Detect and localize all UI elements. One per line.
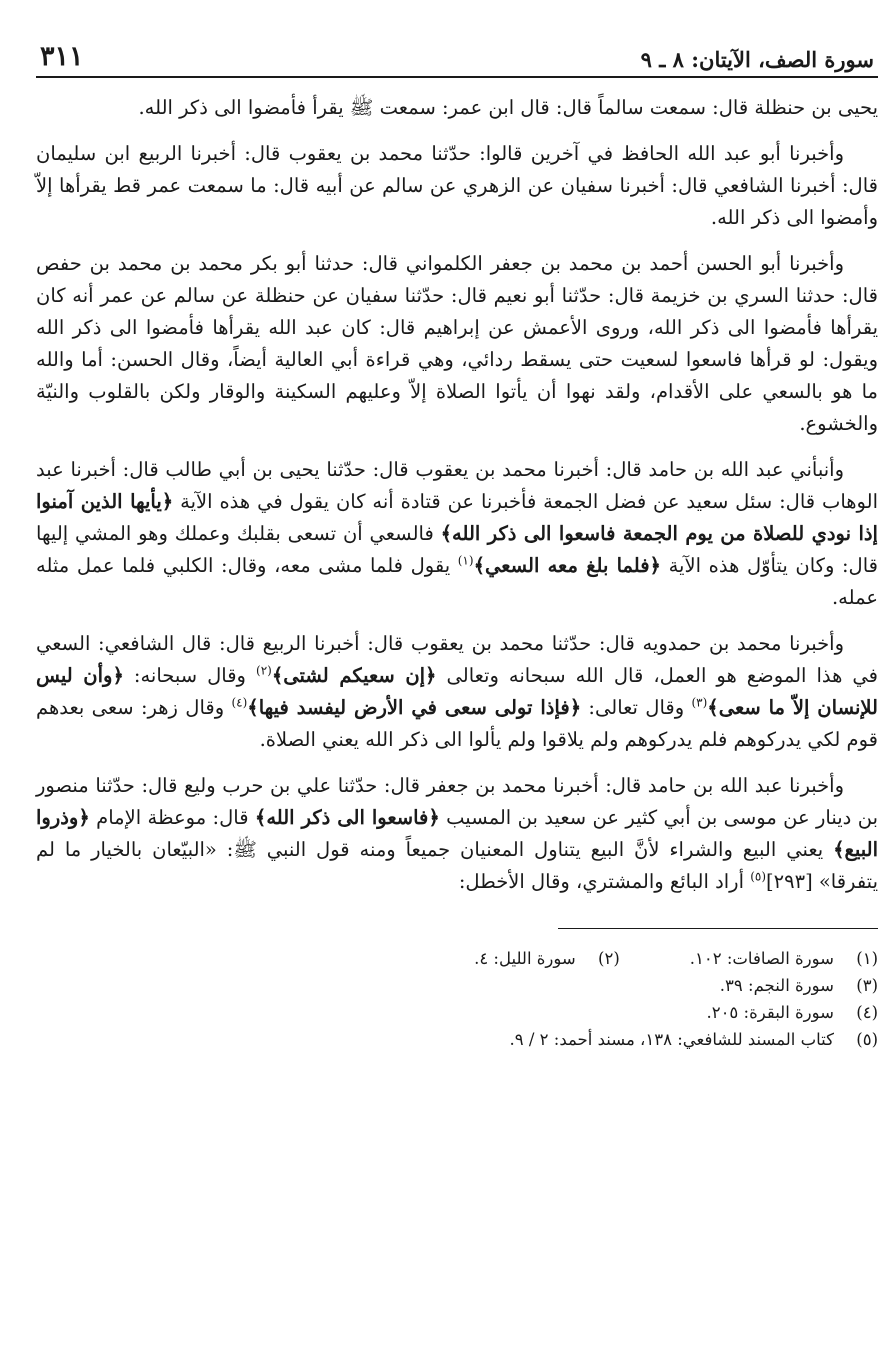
footnote-number: (١) <box>856 949 878 968</box>
footnote-row <box>36 945 878 972</box>
footnote-number: (٥) <box>856 1030 878 1049</box>
footnote-3 <box>36 972 878 999</box>
paragraph-text: فالسعي أن تسعى بقلبك وعملك وهو المشي إليها قال: وكان يتأوّل هذه الآية <box>36 522 878 577</box>
paragraph-text: وأخبرنا محمد بن حمدويه قال: حدّثنا محمد بن يعقوب قال: أخبرنا الربيع قال: قال الشافعي: السعي في هذا الموضع هو العمل، قال الله سبحانه وتعالى <box>36 632 878 687</box>
page-number: ٣١١ <box>40 41 84 72</box>
running-head <box>36 28 878 78</box>
footnote-text: كتاب المسند للشافعي: ١٣٨، مسند أحمد: ٢ / ٩. <box>509 1030 834 1049</box>
footnote-number: (٢) <box>598 949 620 968</box>
footnote-reference: (٤) <box>231 695 248 710</box>
paragraph-6 <box>36 770 878 898</box>
footnote-text: سورة البقرة: ٢٠٥. <box>706 1003 834 1022</box>
quran-verse: ﴿فلما بلغ معه السعي﴾ <box>473 554 661 577</box>
footnote-reference: (١) <box>457 553 474 568</box>
footnote-text: سورة الصافات: ١٠٢. <box>689 949 834 968</box>
paragraph-text: وقال زهر: سعى بعدهم قوم لكي يدركوهم فلم يدركوهم ولم يلاقوا ولم يألوا الى ذكر الله يعني الصلاة. <box>36 696 878 751</box>
running-head-title: سورة الصف، الآيتان: ٨ ـ ٩ <box>640 47 874 72</box>
footnote-reference: (٢) <box>256 663 272 678</box>
paragraph-text: وقال سبحانه: <box>123 664 256 687</box>
paragraph-3 <box>36 248 878 440</box>
paragraph-4 <box>36 454 878 614</box>
footnote-text: سورة النجم: ٣٩. <box>719 976 834 995</box>
quran-verse: ﴿وذروا البيع﴾ <box>36 806 878 861</box>
quran-verse: ﴿فاسعوا الى ذكر الله﴾ <box>254 806 440 829</box>
footnote-4 <box>36 999 878 1026</box>
paragraph-text: يحيى بن حنظلة قال: سمعت سالماً قال: قال ابن عمر: سمعت ﷺ يقرأ فأمضوا الى ذكر الله. <box>138 96 878 119</box>
footnote-divider <box>558 928 878 929</box>
paragraph-2 <box>36 138 878 234</box>
paragraph-text: وأنبأني عبد الله بن حامد قال: أخبرنا محمد بن يعقوب قال: حدّثنا يحيى بن أبي طالب قال: أخبرنا عبد الوهاب قال: سئل سعيد عن فضل الجمعة فأخبرنا عن قتادة أنه كان يقول في هذه الآية <box>36 458 878 513</box>
footnote-number: (٣) <box>856 976 878 995</box>
book-page <box>36 28 878 1053</box>
paragraph-1 <box>36 92 878 124</box>
paragraph-5 <box>36 628 878 756</box>
paragraph-text: وقال تعالى: <box>581 696 692 719</box>
paragraph-text: يقول فلما مشى معه، وقال: الكلبي فلما عمل مثله عمله. <box>36 554 878 609</box>
quran-verse: ﴿إن سعيكم لشتى﴾ <box>271 664 437 687</box>
paragraph-text: وأخبرنا أبو عبد الله الحافظ في آخرين قالوا: حدّثنا محمد بن يعقوب قال: أخبرنا الربيع ابن سليمان قال: أخبرنا الشافعي قال: أخبرنا سفيان عن الزهري عن سالم عن أبيه قال: ما سمعت عمر قط يقرأها إلاّ وأمضوا الى ذكر الله. <box>36 142 878 229</box>
quran-verse: ﴿فإذا تولى سعى في الأرض ليفسد فيها﴾ <box>247 696 582 719</box>
footnote-1 <box>690 945 878 972</box>
footnote-reference: (٣) <box>691 695 708 710</box>
paragraph-text: وأخبرنا عبد الله بن حامد قال: أخبرنا محمد بن جعفر قال: حدّثنا علي بن حرب وليع قال: حدّثنا منصور بن دينار عن موسى بن أبي كثير عن سعيد بن المسيب <box>36 774 879 829</box>
footnote-number: (٤) <box>856 1003 878 1022</box>
main-text <box>36 92 878 898</box>
quran-verse: ﴿وأن ليس للإنسان إلاّ ما سعى﴾ <box>36 664 878 719</box>
footnote-reference: (٥) <box>750 869 767 884</box>
quran-verse: ﴿يأيها الذين آمنوا إذا نودي للصلاة من يوم الجمعة فاسعوا الى ذكر الله﴾ <box>36 490 878 545</box>
paragraph-text: يعني البيع والشراء لأنَّ البيع يتناول المعنيان جميعاً ومنه قول النبي ﷺ: «البيّعان بالخيار ما لم يتفرقا» [٢٩٣] <box>36 838 878 893</box>
paragraph-text: قال: موعظة الإمام <box>89 806 255 829</box>
footnotes <box>36 945 878 1053</box>
footnote-5 <box>36 1026 878 1053</box>
footnote-2 <box>474 945 620 972</box>
paragraph-text: وأخبرنا أبو الحسن أحمد بن محمد بن جعفر الكلمواني قال: حدثنا أبو بكر محمد بن محمد بن حفص قال: حدثنا السري بن خزيمة قال: حدّثنا أبو نعيم قال: حدّثنا سفيان عن حنظلة عن سالم عن عمر أنه كان يقرأها فأمضوا الى ذكر الله، وروى الأعمش عن إبراهيم قال: كان عبد الله يقرأها فأمضوا الى ذكر الله ويقول: لو قرأها فاسعوا لسعيت حتى يسقط ردائي، وهي قراءة أبي العالية أيضاً، وقال الحسن: أما والله ما هو بالسعي على الأقدام، ولقد نهوا أن يأتوا الصلاة إلاّ وعليهم السكينة والوقار ولكن بالقلوب والنيّة والخشوع. <box>36 252 878 435</box>
paragraph-text: أراد البائع والمشتري، وقال الأخطل: <box>458 870 751 893</box>
footnote-text: سورة الليل: ٤. <box>474 949 576 968</box>
